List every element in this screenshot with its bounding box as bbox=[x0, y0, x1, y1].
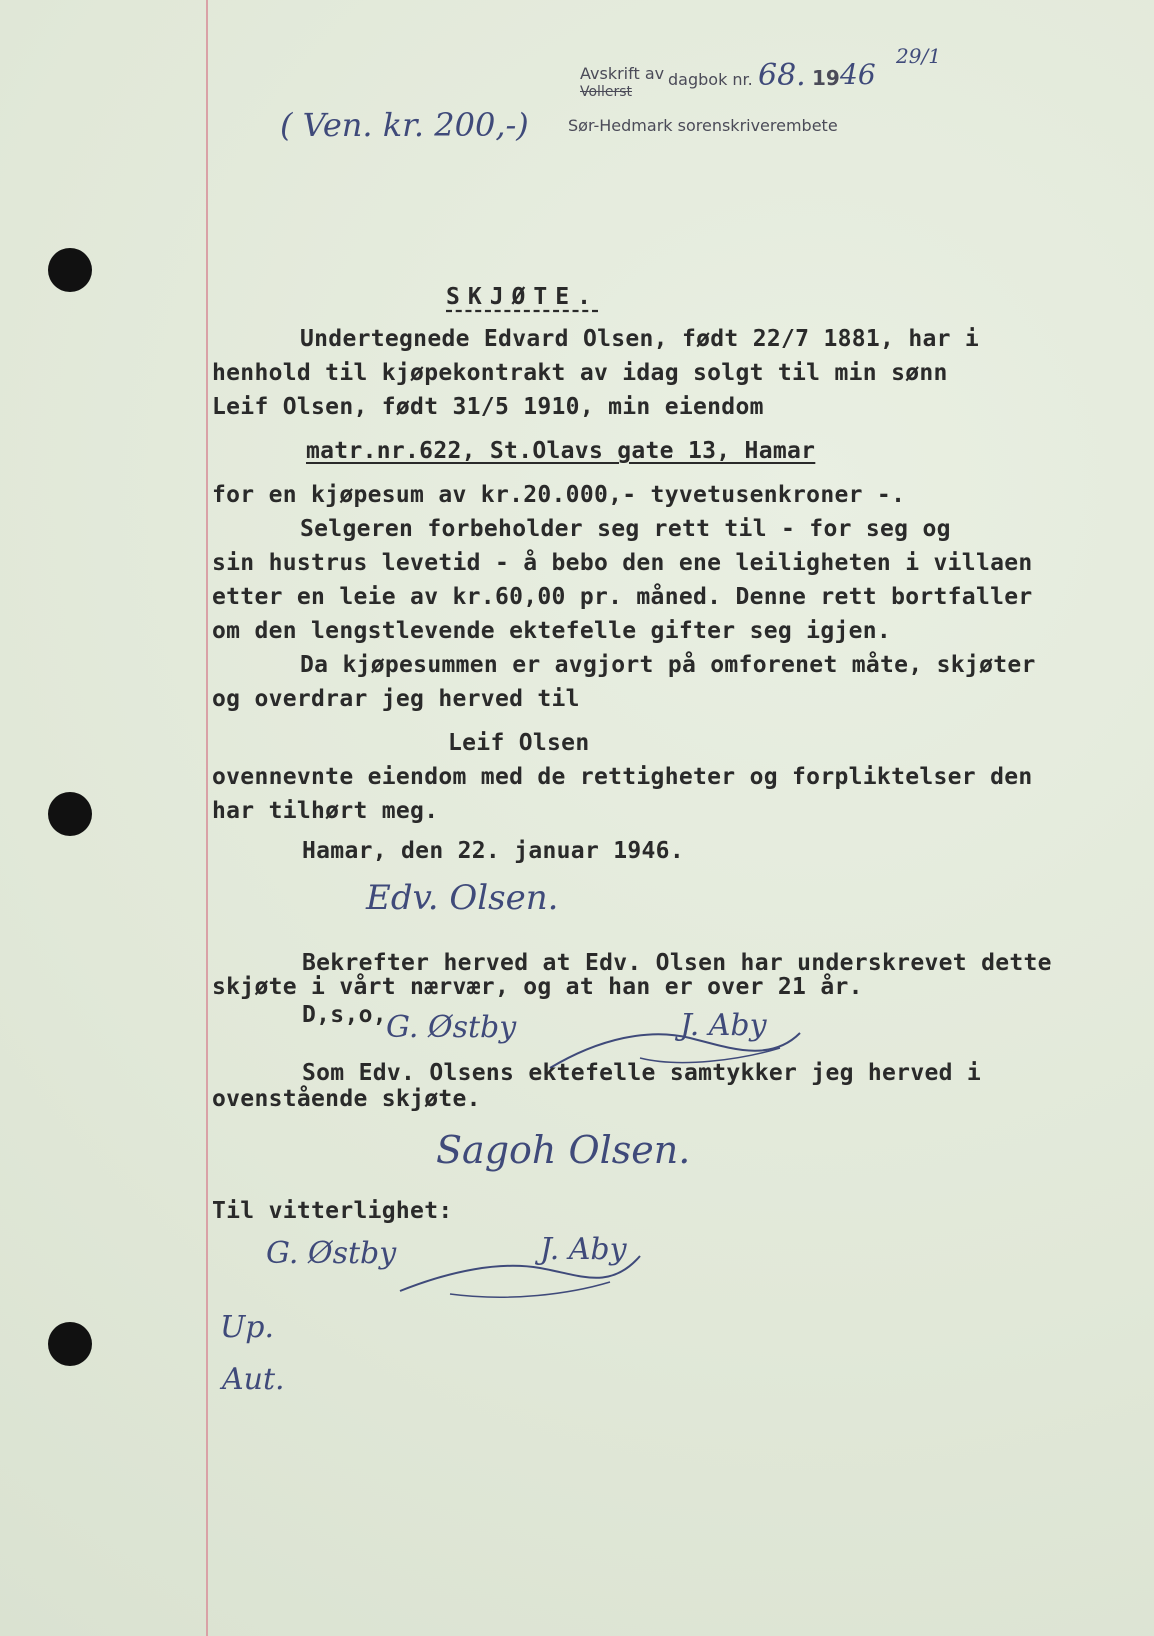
seller-signature: Edv. Olsen. bbox=[366, 878, 559, 918]
text-line: Selgeren forbeholder seg rett til - for seg og bbox=[300, 516, 951, 542]
attest-signature-1: G. Østby bbox=[266, 1236, 397, 1271]
margin-note-2: Aut. bbox=[222, 1362, 285, 1397]
buyer-name: Leif Olsen bbox=[448, 730, 590, 756]
year-suffix: 46 bbox=[840, 58, 876, 91]
text-line: og overdrar jeg herved til bbox=[212, 686, 580, 712]
text-line: skjøte i vårt nærvær, og at han er over 21 år. bbox=[212, 974, 863, 1000]
place-date: Hamar, den 22. januar 1946. bbox=[302, 838, 684, 864]
date-note: 29/1 bbox=[896, 44, 941, 68]
text-line: om den lengstlevende ektefelle gifter seg igjen. bbox=[212, 618, 892, 644]
witness-signature-2: J. Aby bbox=[680, 1008, 767, 1043]
text-line: Som Edv. Olsens ektefelle samtykker jeg herved i bbox=[302, 1060, 982, 1086]
margin-line bbox=[206, 0, 208, 1636]
text-line: ovenstående skjøte. bbox=[212, 1086, 481, 1112]
text-line: Undertegnede Edvard Olsen, født 22/7 1881, har i bbox=[300, 326, 980, 352]
punch-hole bbox=[48, 792, 92, 836]
spouse-signature: Sagoh Olsen. bbox=[436, 1128, 691, 1172]
text-line: har tilhørt meg. bbox=[212, 798, 439, 824]
punch-hole bbox=[48, 248, 92, 292]
text-line: Bekrefter herved at Edv. Olsen har underskrevet dette bbox=[302, 950, 1052, 976]
text-line: Leif Olsen, født 31/5 1910, min eiendom bbox=[212, 394, 764, 420]
attestation-label: Til vitterlighet: bbox=[212, 1198, 453, 1224]
stamp-prefix: Avskrift av bbox=[580, 64, 665, 83]
text-line: etter en leie av kr.60,00 pr. måned. Denne rett bortfaller bbox=[212, 584, 1033, 610]
document-title: SKJØTE. bbox=[446, 284, 599, 310]
punch-hole bbox=[48, 1322, 92, 1366]
year-prefix: 19 bbox=[812, 66, 840, 90]
text-line: ovennevnte eiendom med de rettigheter og forpliktelser den bbox=[212, 764, 1033, 790]
witness-signature-1: G. Østby bbox=[386, 1010, 517, 1045]
text-line: sin hustrus levetid - å bebo den ene leiligheten i villaen bbox=[212, 550, 1033, 576]
stamp-dagbok: dagbok nr. bbox=[668, 70, 753, 89]
text-line: henhold til kjøpekontrakt av idag solgt til min sønn bbox=[212, 360, 948, 386]
attest-signature-flourish bbox=[390, 1236, 670, 1306]
attest-signature-2: J. Aby bbox=[540, 1232, 627, 1267]
court-name: Sør-Hedmark sorenskriverembete bbox=[568, 116, 838, 135]
fee-note: ( Ven. kr. 200,-) bbox=[280, 106, 529, 144]
text-line: for en kjøpesum av kr.20.000,- tyvetusenkroner -. bbox=[212, 482, 906, 508]
dagbok-number: 68. bbox=[758, 58, 806, 93]
property-designation: matr.nr.622, St.Olavs gate 13, Hamar bbox=[306, 438, 816, 464]
dso-abbreviation: D,s,o, bbox=[302, 1002, 387, 1028]
text-line: Da kjøpesummen er avgjort på omforenet måte, skjøter bbox=[300, 652, 1036, 678]
margin-note-1: Up. bbox=[220, 1310, 275, 1345]
stamp-struck: Vollerst bbox=[580, 84, 632, 100]
